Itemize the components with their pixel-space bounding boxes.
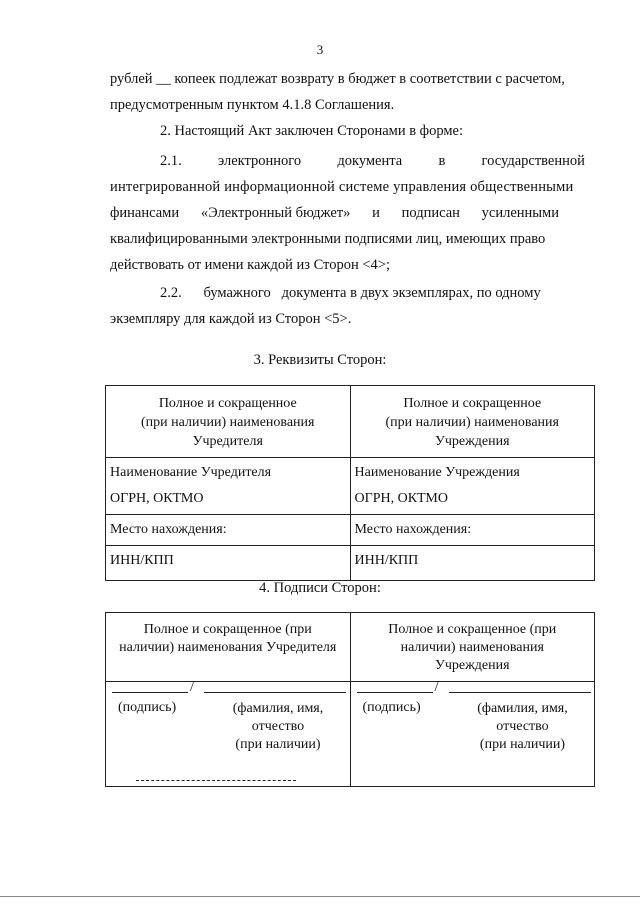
signature-label: (подпись) bbox=[118, 700, 177, 715]
requisites-right-header: Полное и сокращенное (при наличии) наименования Учреждения bbox=[350, 386, 595, 458]
institution-location: Место нахождения: bbox=[350, 515, 595, 546]
founder-ogrn: ОГРН, ОКТМО bbox=[110, 491, 204, 506]
institution-name: Наименование Учреждения bbox=[354, 465, 520, 480]
text-line: квалифицированными электронными подписями лиц, имеющих право bbox=[110, 231, 546, 247]
paragraph-paper bbox=[110, 280, 610, 332]
paragraph-refund bbox=[110, 66, 610, 118]
founder-signature-line[interactable] bbox=[112, 692, 188, 693]
page-number: 3 bbox=[316, 42, 324, 57]
signatures-right-header: Полное и сокращенное (при наличии) наименования Учреждения bbox=[350, 613, 595, 682]
founder-signature-cell bbox=[106, 682, 351, 787]
text-line: 2.2. бумажного документа в двух экземплярах, по одному bbox=[160, 285, 541, 301]
page-bottom-edge bbox=[0, 896, 640, 897]
founder-location: Место нахождения: bbox=[106, 515, 351, 546]
institution-inn: ИНН/КПП bbox=[350, 546, 595, 581]
text-line: интегрированной информационной системе управления общественными bbox=[110, 179, 574, 195]
slash: / bbox=[190, 680, 194, 695]
name-label: (фамилия, имя, отчество (при наличии) bbox=[477, 701, 568, 752]
signatures-table bbox=[105, 612, 595, 787]
paragraph-form bbox=[160, 118, 610, 144]
founder-inn: ИНН/КПП bbox=[106, 546, 351, 581]
text-line: рублей __ копеек подлежат возврату в бюджет в соответствии с расчетом, bbox=[110, 71, 565, 87]
slash: / bbox=[434, 680, 439, 695]
signatures-left-header: Полное и сокращенное (при наличии) наименования Учредителя bbox=[106, 613, 351, 682]
text-line: экземпляру для каждой из Сторон <5>. bbox=[110, 311, 352, 327]
text-line: финансами «Электронный бюджет» и подписан усиленными bbox=[110, 205, 559, 221]
text-line: предусмотренным пунктом 4.1.8 Соглашения. bbox=[110, 97, 395, 113]
requisites-title: 3. Реквизиты Сторон: bbox=[253, 352, 387, 368]
paragraph-electronic bbox=[110, 148, 610, 278]
text-line: действовать от имени каждой из Сторон <4>; bbox=[110, 257, 390, 273]
text-line: 2.1. электронного документа в государственной bbox=[160, 153, 585, 169]
footnote-separator bbox=[136, 780, 296, 781]
signature-label: (подпись) bbox=[362, 700, 421, 715]
institution-name-line[interactable] bbox=[449, 692, 591, 693]
founder-name: Наименование Учредителя bbox=[110, 465, 272, 480]
institution-signature-line[interactable] bbox=[357, 692, 433, 693]
text-line: 2. Настоящий Акт заключен Сторонами в форме: bbox=[160, 123, 463, 139]
requisites-table bbox=[105, 385, 595, 581]
institution-name-cell bbox=[350, 458, 595, 515]
founder-name-cell bbox=[106, 458, 351, 515]
requisites-left-header: Полное и сокращенное (при наличии) наименования Учредителя bbox=[106, 386, 351, 458]
signatures-title: 4. Подписи Сторон: bbox=[259, 580, 381, 596]
institution-ogrn: ОГРН, ОКТМО bbox=[354, 491, 448, 506]
institution-signature-cell bbox=[350, 682, 595, 787]
founder-name-line[interactable] bbox=[204, 692, 346, 693]
name-label: (фамилия, имя, отчество (при наличии) bbox=[232, 701, 324, 752]
